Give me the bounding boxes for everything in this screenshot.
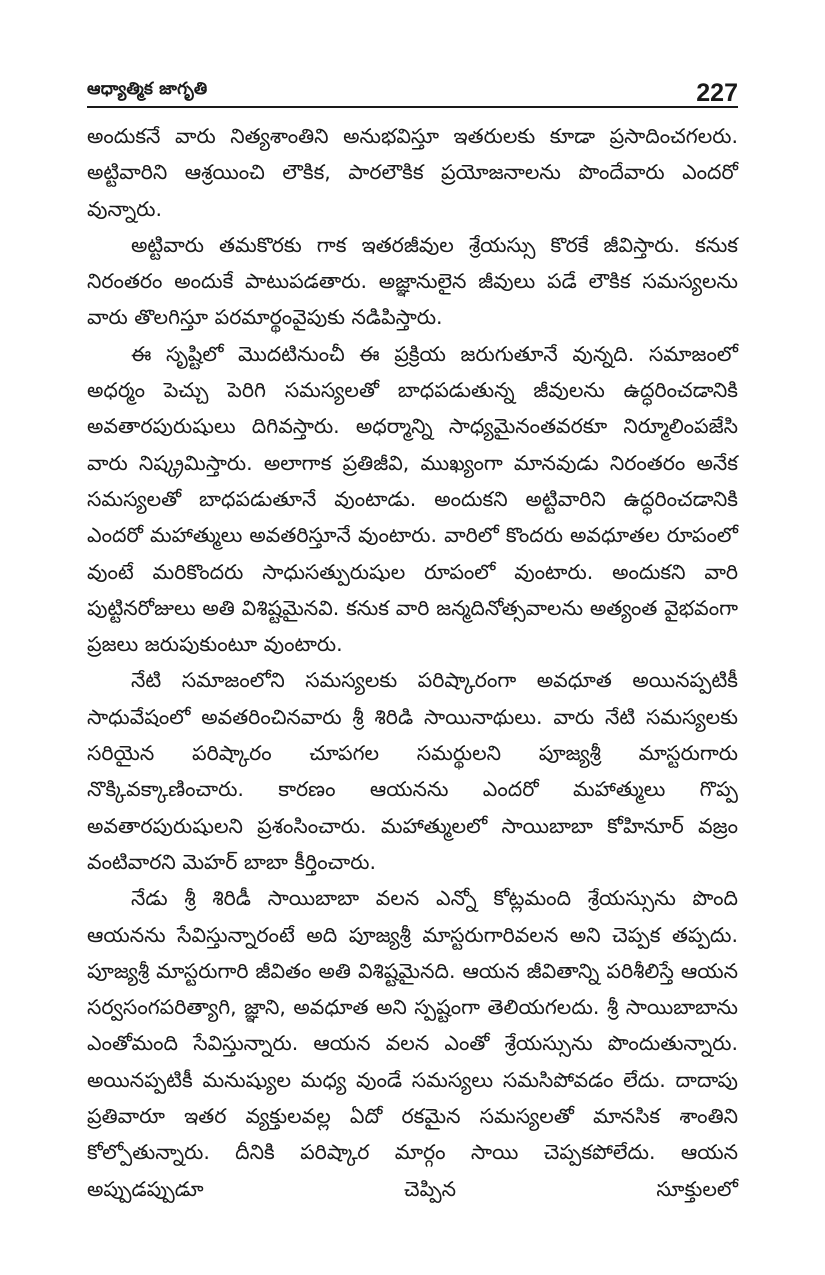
paragraph: అందుకనే వారు నిత్యశాంతిని అనుభవిస్తూ ఇతరులకు కూడా ప్రసాదించగలరు. అట్టివారిని ఆశ్రయించి లౌకిక, పారలౌకిక ప్రయోజనాలను పొందేవారు ఎందరో వున్నారు.: [87, 124, 738, 221]
paragraph: నేడు శ్రీ శిరిడీ సాయిబాబా వలన ఎన్నో కోట్లమంది శ్రేయస్సును పొంది ఆయనను సేవిస్తున్నారంటే అది పూజ్యశ్రీ మాస్టరుగారివలన అని చెప్పక తప్పదు. పూజ్యశ్రీ మాస్టరుగారి జీవితం అతి విశిష్టమైనది. ఆయన జీవితాన్ని పరిశీలిస్తే ఆయన సర్వసంగపరిత్యాగి, జ్ఞాని, అవధూత అని స్పష్టంగా తెలియగలదు. శ్రీ సాయిబాబాను ఎంతోమంది సేవిస్తున్నారు. ఆయన వలన ఎంతో శ్రేయస్సును పొందుతున్నారు. అయినప్పటికీ మనుష్యుల మధ్య వుండే సమస్యలు సమసిపోవడం లేదు. దాదాపు ప్రతివారూ ఇతర వ్యక్తులవల్ల ఏదో రకమైన సమస్యలతో మానసిక శాంతిని కోల్పోతున్నారు. దీనికి పరిష్కార మార్గం సాయి చెప్పకపోలేదు. ఆయన అప్పుడప్పుడూ చెప్పిన సూక్తులలో: [87, 886, 738, 1201]
paragraph: నేటి సమాజంలోని సమస్యలకు పరిష్కారంగా అవధూత అయినప్పటికీ సాధువేషంలో అవతరించినవారు శ్రీ శిరిడి సాయినాథులు. వారు నేటి సమస్యలకు సరియైన పరిష్కారం చూపగల సమర్థులని పూజ్యశ్రీ మాస్టరుగారు నొక్కివక్కాణించారు. కారణం ఆయనను ఎందరో మహాత్ములు గొప్ప అవతారపురుషులని ప్రశంసించారు. మహాత్ములలో సాయిబాబా కోహినూర్ వజ్రం వంటివారని మెహర్ బాబా కీర్తించారు.: [87, 668, 738, 874]
book-page: [87, 72, 738, 1222]
body-text: [87, 118, 738, 1207]
page-number: 227: [696, 79, 738, 107]
running-header: [87, 72, 738, 108]
paragraph: అట్టివారు తమకొరకు గాక ఇతరజీవుల శ్రేయస్సు కొరకే జీవిస్తారు. కనుక నిరంతరం అందుకే పాటుపడతారు. అజ్ఞానులైన జీవులు పడే లౌకిక సమస్యలను వారు తొలగిస్తూ పరమార్థంవైపుకు నడిపిస్తారు.: [87, 232, 738, 330]
running-header-title: ఆధ్యాత్మిక జాగృతి: [87, 79, 208, 99]
paragraph: ఈ సృష్టిలో మొదటినుంచీ ఈ ప్రక్రియ జరుగుతూనే వున్నది. సమాజంలో అధర్మం పెచ్చు పెరిగి సమస్యలతో బాధపడుతున్న జీవులను ఉద్ధరించడానికి అవతారపురుషులు దిగివస్తారు. అధర్మాన్ని సాధ్యమైనంతవరకూ నిర్మూలింపజేసి వారు నిష్క్రమిస్తారు. అలాగాక ప్రతిజీవి, ముఖ్యంగా మానవుడు నిరంతరం అనేక సమస్యలతో బాధపడుతూనే వుంటాడు. అందుకని అట్టివారిని ఉద్ధరించడానికి ఎందరో మహాత్ములు అవతరిస్తూనే వుంటారు. వారిలో కొందరు అవధూతల రూపంలో వుంటే మరికొందరు సాధుసత్పురుషుల రూపంలో వుంటారు. అందుకని వారి పుట్టినరోజులు అతి విశిష్టమైనవి. కనుక వారి జన్మదినోత్సవాలను అత్యంత వైభవంగా ప్రజలు జరుపుకుంటూ వుంటారు.: [87, 341, 738, 657]
